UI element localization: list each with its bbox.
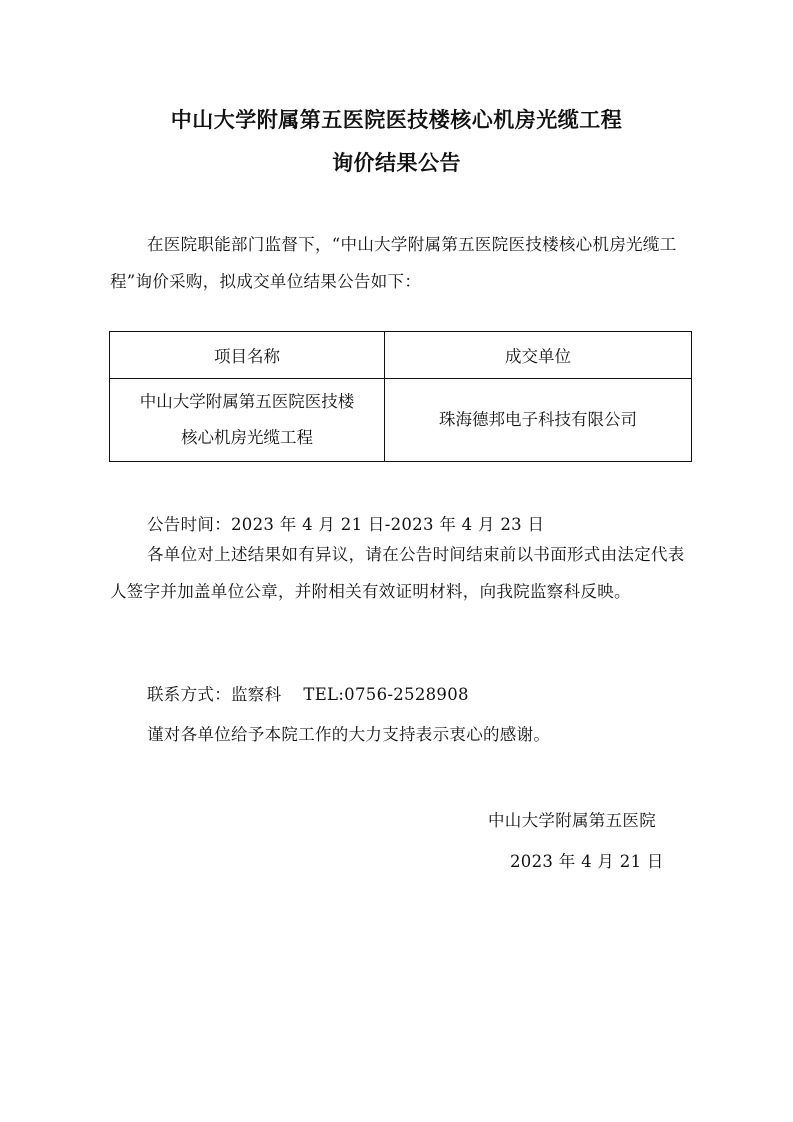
table-header-row — [110, 332, 692, 379]
project-name-line2: 核心机房光缆工程 — [181, 428, 313, 447]
result-table — [109, 331, 692, 462]
table-row — [110, 379, 692, 462]
contact-tel: TEL:0756-2528908 — [303, 685, 469, 704]
thanks-paragraph: 谨对各单位给予本院工作的大力支持表示衷心的感谢。 — [147, 725, 551, 744]
signature-organization: 中山大学附属第五医院 — [488, 811, 656, 830]
header-winning-bidder: 成交单位 — [385, 332, 692, 379]
cell-project-name — [110, 379, 385, 462]
intro-paragraph: 在医院职能部门监督下，“中山大学附属第五医院医技楼核心机房光缆工程”询价采购，拟成交单位结果公告如下： — [110, 235, 677, 291]
signature-date: 2023 年 4 月 21 日 — [510, 852, 664, 871]
contact-line — [147, 676, 469, 713]
project-name-line1: 中山大学附属第五医院医技楼 — [139, 392, 355, 411]
document-subtitle: 询价结果公告 — [332, 151, 461, 175]
cell-winning-bidder: 珠海德邦电子科技有限公司 — [385, 379, 692, 462]
header-project-name: 项目名称 — [110, 332, 385, 379]
objection-paragraph: 各单位对上述结果如有异议，请在公告时间结束前以书面形式由法定代表人签字并加盖单位公章，并附相关有效证明材料，向我院监察科反映。 — [110, 545, 685, 601]
notice-period: 公告时间：2023 年 4 月 21 日-2023 年 4 月 23 日 — [147, 515, 545, 534]
contact-label: 联系方式：监察科 — [147, 685, 282, 704]
document-title: 中山大学附属第五医院医技楼核心机房光缆工程 — [170, 108, 623, 132]
